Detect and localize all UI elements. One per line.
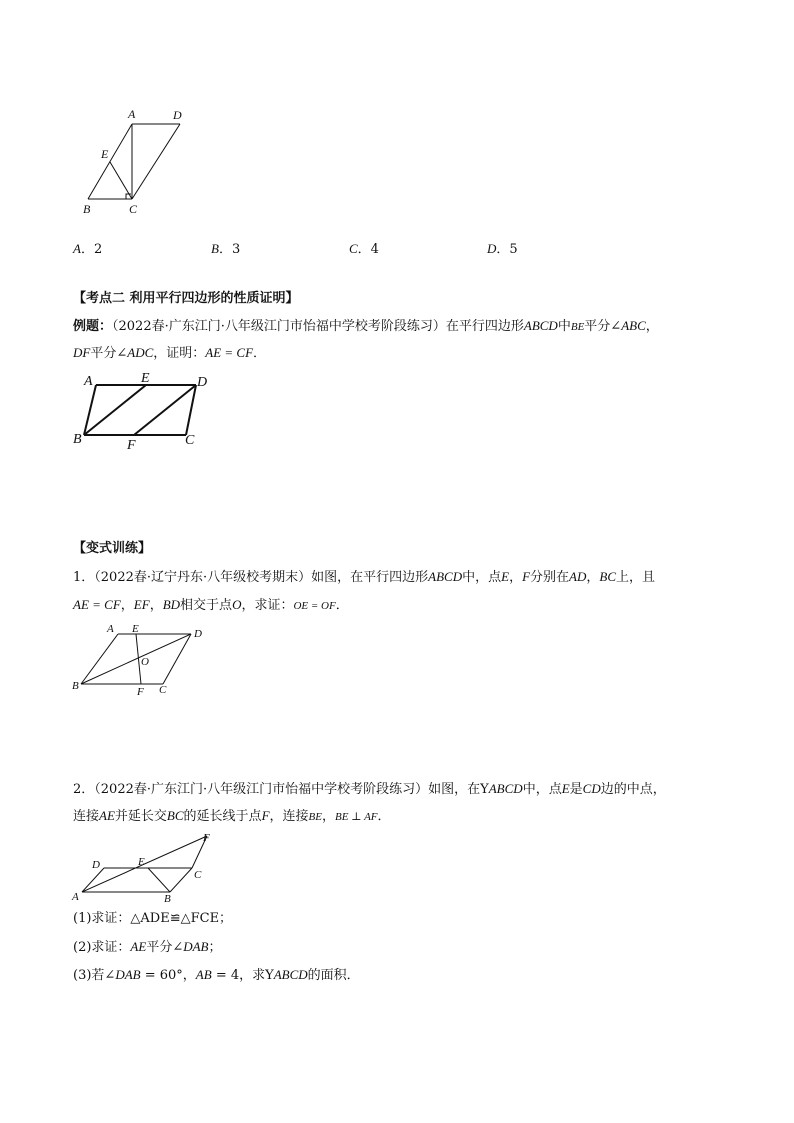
figure-parallelogram-3 bbox=[66, 620, 216, 700]
fig1-label-E: E bbox=[101, 147, 109, 161]
fig3-label-C: C bbox=[159, 684, 167, 696]
fig3-label-A: A bbox=[107, 623, 114, 635]
q2-sub-3: (3)若∠DAB = 60°，AB = 4，求YABCD的面积． bbox=[73, 967, 360, 983]
option-b[interactable]: B．3 bbox=[211, 241, 241, 257]
fig3-label-F: F bbox=[137, 686, 144, 698]
fig2-label-E: E bbox=[141, 371, 150, 386]
option-c[interactable]: C．4 bbox=[349, 241, 379, 257]
fig3-label-B: B bbox=[72, 680, 79, 692]
fig2-label-A: A bbox=[84, 374, 93, 389]
section-heading-variant: 【变式训练】 bbox=[73, 541, 152, 556]
example-line-1: 例题：（2022春·广东江门·八年级江门市怡福中学校考阶段练习）在平行四边形ABCD中BE平分∠ABC， bbox=[73, 318, 659, 334]
q2-line-2: 连接AE并延长交BC的延长线于点F，连接BE，BE ⊥ AF． bbox=[73, 808, 391, 824]
figure-parallelogram-4 bbox=[66, 828, 226, 908]
example-line-2: DF平分∠ADC，证明：AE = CF． bbox=[73, 345, 267, 361]
fig1-label-D: D bbox=[173, 108, 182, 122]
fig4-label-A: A bbox=[72, 891, 79, 903]
fig4-label-E: E bbox=[138, 856, 145, 868]
fig2-label-D: D bbox=[197, 375, 208, 390]
fig3-label-O: O bbox=[141, 656, 149, 668]
q2-sub-2: (2)求证：AE平分∠DAB； bbox=[73, 939, 222, 955]
fig1-label-A: A bbox=[128, 107, 136, 121]
fig4-label-F: F bbox=[203, 832, 210, 844]
section-heading-2: 【考点二 利用平行四边形的性质证明】 bbox=[73, 291, 299, 306]
q1-line-1: 1．（2022春·辽宁丹东·八年级校考期末）如图，在平行四边形ABCD中，点E，F分别在AD，BC上，且 bbox=[73, 569, 656, 585]
fig4-label-D: D bbox=[92, 859, 100, 871]
fig3-label-D: D bbox=[194, 628, 202, 640]
q2-sub-1: (1)求证：△ADE≌△FCE； bbox=[73, 911, 233, 926]
q1-line-2: AE = CF，EF，BD相交于点O，求证：OE = OF． bbox=[73, 597, 349, 613]
q2-line-1: 2．（2022春·广东江门·八年级江门市怡福中学校考阶段练习）如图，在YABCD中，点E是CD边的中点， bbox=[73, 781, 666, 797]
figure-parallelogram-2 bbox=[70, 365, 220, 455]
fig4-label-C: C bbox=[194, 869, 202, 881]
fig2-label-B: B bbox=[73, 432, 82, 447]
option-a[interactable]: A．2 bbox=[73, 241, 103, 257]
fig1-label-B: B bbox=[83, 202, 91, 216]
figure-parallelogram-1 bbox=[70, 100, 200, 225]
fig2-label-F: F bbox=[127, 438, 136, 453]
fig1-label-C: C bbox=[129, 202, 138, 216]
fig2-label-C: C bbox=[185, 433, 195, 448]
option-d[interactable]: D．5 bbox=[487, 241, 518, 257]
fig4-label-B: B bbox=[164, 893, 171, 905]
fig3-label-E: E bbox=[132, 623, 139, 635]
